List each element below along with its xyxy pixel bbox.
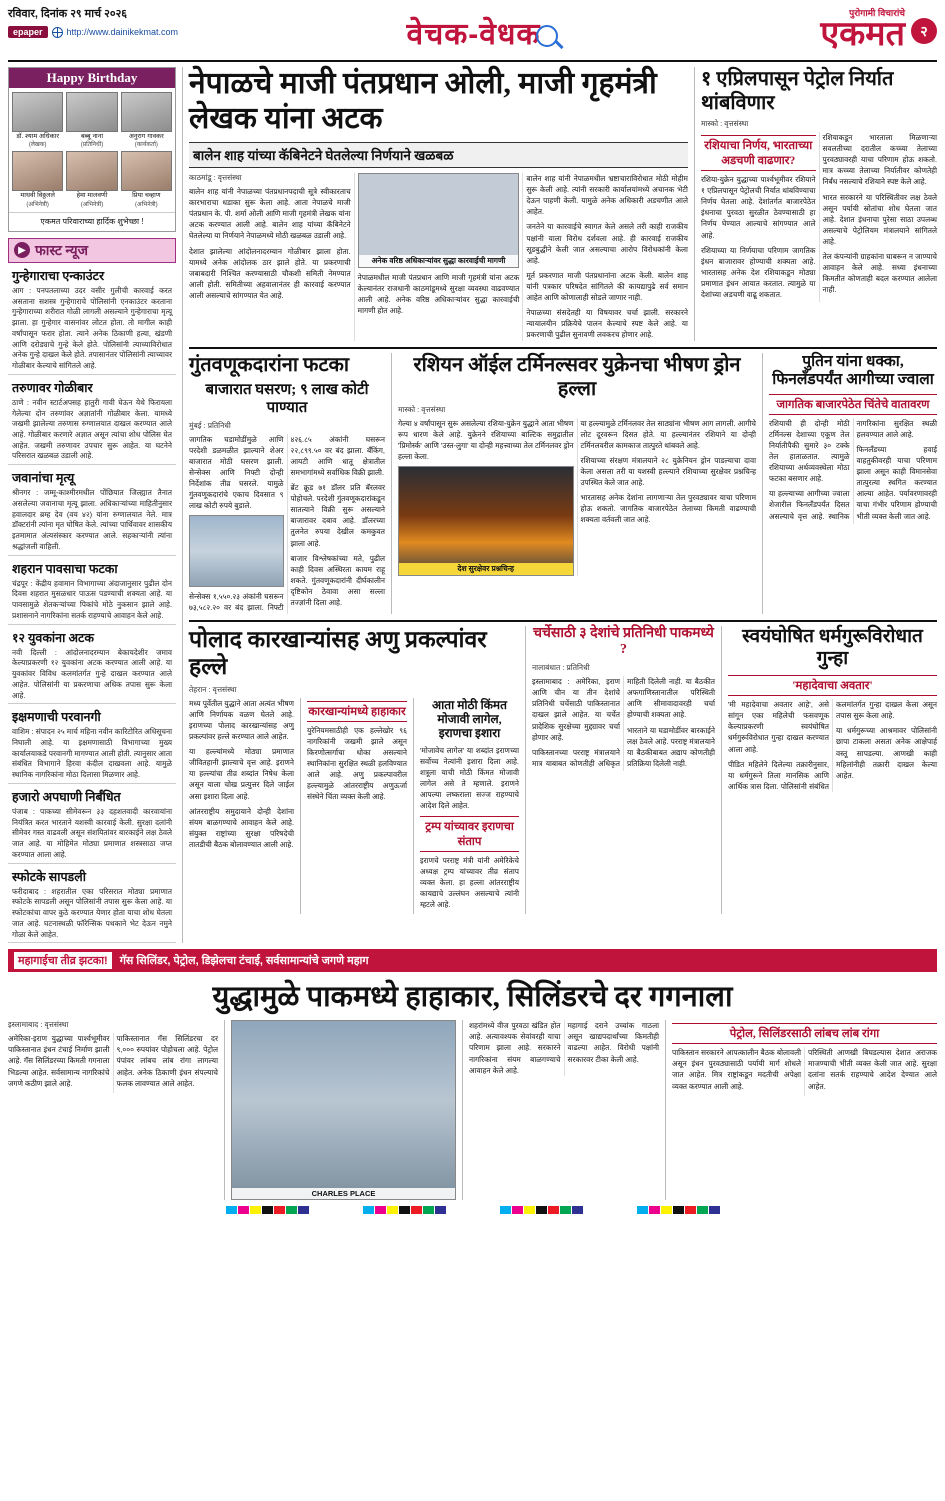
swatch-green bbox=[286, 1206, 297, 1214]
steel-col-main bbox=[189, 698, 294, 914]
three-paragraph: इस्लामाबाद : अमेरिका, इराण आणि चीन या तीन देशांचे प्रतिनिधी चर्चेसाठी पाकिस्तानात दाखल झाले आहेत. या चर्चेत प्रादेशिक सुरक्षेच्या मुद्द्यावर चर्चा होणार आहे. bbox=[532, 677, 620, 742]
swatch-black bbox=[536, 1206, 547, 1214]
swatch-cyan bbox=[637, 1206, 648, 1214]
birthday-person bbox=[121, 151, 172, 207]
russia-paragraph: रशियाच्या संरक्षण मंत्रालयाने २८ युक्रेनियन ड्रोन पाडल्याचा दावा केला असला तरी या यशस्वी हल्ल्याने रशियाच्या सुरक्षेवर प्रश्नचिन्ह उपस्थित केले जात आहे. bbox=[580, 455, 756, 488]
swatch-cyan bbox=[363, 1206, 374, 1214]
brand-tagline: पुरोगामी विचारांचे bbox=[849, 8, 905, 18]
steel-paragraph: मध्य पूर्वेतील युद्धाने आता अत्यंत भीषण आणि निर्णायक वळण घेतले आहे. इराणच्या पोलाद कारखान्यांसह अणु प्रकल्पांवर हल्ले करण्यात आले आहेत. bbox=[189, 698, 294, 742]
investors-byline: मुंबई : प्रतिनिधी bbox=[189, 420, 231, 430]
steel-box3-head: ट्रम्प यांच्यावर इराणचा संताप bbox=[420, 816, 519, 852]
chevron-right-icon: ▶ bbox=[14, 242, 30, 258]
avatar bbox=[121, 151, 172, 191]
avatar bbox=[66, 151, 117, 191]
color-group bbox=[226, 1206, 309, 1214]
investors-paragraph: सेन्सेक्स १,५५०.२३ अंकांनी घसरून ७३,५८२.२० वर बंद झाला. निफ्टी ४२६.८५ अंकांनी घसरून २२,८९९.५० वर बंद झाला. बँकिंग, आयटी आणि धातू क्षेत्रातील समभागांमध्ये सर्वाधिक विक्री झाली. bbox=[189, 434, 385, 613]
steel-box2-head: आता मोठी किंमत मोजावी लागेल, इराणचा इशारा bbox=[432, 697, 507, 741]
bottom-byline: इस्लामाबाद : वृत्तसंस्था bbox=[8, 1020, 69, 1030]
investors-subhead: बाजारात घसरण; ९ लाख कोटी पाण्यात bbox=[205, 381, 369, 416]
swatch-red bbox=[548, 1206, 559, 1214]
russia-photo-caption: देश सुरक्षेवर प्रश्नचिन्ह bbox=[399, 563, 573, 575]
petrol-story[interactable] bbox=[694, 67, 937, 341]
fastnews-text: पंजाब : पाकच्या सीमेवरून ३३ दहशतवादी कारवायांना नियंत्रित करत भारताने यशस्वी कारवाई केली. सुरक्षा दलांनी सीमेवर गस्त वाढवली असून संशयितांवर बारकाईने लक्ष ठेवले जात आहे. या मोहिमेत मोठ्या प्रमाणात शस्त्रसाठा जप्त करण्यात आला आहे. bbox=[12, 806, 172, 859]
steel-box2-text: 'मोजावेच लागेल' या शब्दांत इराणच्या सर्वोच्च नेत्यांनी इशारा दिला आहे. शत्रूला याची मोठी किंमत मोजावी लागेल असे ते म्हणाले. इराणने आपल्या लष्कराला सज्ज राहण्याचे आदेश दिले आहेत. bbox=[420, 745, 519, 811]
birthday-role: (अभिनेत्री) bbox=[26, 201, 49, 208]
russia-byline: मास्को : वृत्तसंस्था bbox=[398, 404, 446, 414]
swatch-red bbox=[274, 1206, 285, 1214]
swatch-blue bbox=[572, 1206, 583, 1214]
fastnews-heading: १२ युवकांना अटक bbox=[12, 630, 94, 645]
petrol-subhead: रशियाचा निर्णय, भारताच्या अडचणी वाढणार? bbox=[701, 135, 816, 171]
steel-box-2 bbox=[420, 698, 519, 914]
birthday-footer: एकमत परिवाराच्या हार्दिक शुभेच्छा ! bbox=[9, 212, 175, 231]
bottom-col-mid bbox=[469, 1020, 659, 1200]
lead-paragraph: नेपाळच्या संसदेतही या विषयावर चर्चा झाली. सरकारने न्यायालयीन प्रक्रियेचे पालन केल्याचे स्पष्ट केले आहे. या प्रकरणाची पुढील सुनावणी लवकरच होणार आहे. bbox=[526, 308, 688, 340]
swatch-blue bbox=[298, 1206, 309, 1214]
lead-photo bbox=[358, 173, 520, 268]
fastnews-heading: जवानांचा मृत्यू bbox=[12, 471, 75, 486]
petrol-paragraph: रशिया-युक्रेन युद्धाच्या पार्श्वभूमीवर रशियाने १ एप्रिलपासून पेट्रोलची निर्यात थांबविण्याचा निर्णय घेतला आहे. देशांतर्गत बाजारपेठेत इंधनाचा पुरवठा सुरळीत ठेवण्यासाठी हा निर्णय घेण्यात आल्याचे सांगण्यात आले आहे. bbox=[701, 175, 816, 240]
petrol-paragraph: रशियाकडून भारताला मिळणाऱ्या सवलतीच्या दरातील कच्च्या तेलाच्या पुरवठ्यावरही याचा परिणाम होऊ शकतो. मात्र कच्च्या तेलाच्या निर्यातीवर कोणतेही निर्बंध नसल्याचे रशियाने स्पष्ट केले आहे. bbox=[822, 133, 937, 187]
brand-logo: एकमत bbox=[820, 16, 905, 53]
steel-paragraph: आंतरराष्ट्रीय समुदायाने दोन्ही देशांना संयम बाळगण्याचे आवाहन केले आहे. संयुक्त राष्ट्रांच्या सुरक्षा परिषदेची तातडीची बैठक बोलावण्यात आली आहे. bbox=[189, 806, 294, 850]
guru-story[interactable] bbox=[728, 626, 937, 915]
swatch-blue bbox=[435, 1206, 446, 1214]
putin-paragraph: फिनलँडच्या हवाई वाहतुकीवरही याचा परिणाम झाला असून काही विमानसेवा तात्पुरत्या स्थगित करण्यात आल्या आहेत. पर्यावरणावरही याचा गंभीर परिणाम होण्याची भीती व्यक्त केली जात आहे. bbox=[856, 444, 937, 521]
birthday-person bbox=[12, 151, 63, 207]
swatch-magenta bbox=[375, 1206, 386, 1214]
lead-paragraph: नेपाळमधील माजी पंतप्रधान आणि माजी गृहमंत्री यांना अटक केल्यानंतर राजधानी काठमांडूमध्ये सुरक्षा व्यवस्था वाढवण्यात आली आहे. अनेक वरिष्ठ अधिकाऱ्यांवर सुद्धा कारवाईची मागणी होत आहे. bbox=[357, 273, 520, 316]
swatch-magenta bbox=[512, 1206, 523, 1214]
three-paragraph: भारताने या घडामोडींवर बारकाईने लक्ष ठेवले आहे. परराष्ट्र मंत्रालयाने या बैठकीबाबत अद्याप कोणतीही प्रतिक्रिया दिलेली नाही. bbox=[627, 725, 715, 768]
bottom-paragraph: पाकिस्तान सरकारने आपत्कालीन बैठक बोलावली असून इंधन पुरवठ्यासाठी पर्यायी मार्ग शोधले जात आहेत. मित्र राष्ट्रांकडून मदतीची अपेक्षा व्यक्त करण्यात आली आहे. bbox=[672, 1048, 801, 1091]
birthday-name: हेमा मालवणी bbox=[76, 192, 108, 200]
three-body bbox=[532, 676, 715, 771]
birthday-name: अनुराग गावकर bbox=[128, 133, 164, 140]
birthday-role: (प्रतिनिधी) bbox=[80, 142, 104, 149]
bottom-photo bbox=[231, 1020, 456, 1200]
swatch-blue bbox=[709, 1206, 720, 1214]
bottom-body-mid bbox=[469, 1020, 659, 1076]
russia-paragraph: भारतासह अनेक देशांना लागणाऱ्या तेल पुरवठ्यावर याचा परिणाम होऊ शकतो. जागतिक बाजारपेठेत तेलाच्या किमती वाढण्याची शक्यता वर्तवली जात आहे. bbox=[580, 493, 756, 525]
birthday-person bbox=[121, 92, 172, 148]
fastnews-heading: स्फोटके सापडली bbox=[12, 869, 86, 884]
column-divider bbox=[721, 626, 722, 915]
section-divider bbox=[189, 347, 937, 349]
fastnews-item[interactable] bbox=[8, 864, 176, 944]
fastnews-item[interactable] bbox=[8, 465, 176, 555]
lead-headline: नेपाळचे माजी पंतप्रधान ओली, माजी गृहमंत्री लेखक यांना अटक bbox=[189, 67, 657, 135]
column-divider bbox=[413, 698, 414, 914]
investors-headline: गुंतवणूकदारांना फटका bbox=[189, 353, 350, 376]
avatar bbox=[66, 92, 117, 132]
swatch-yellow bbox=[250, 1206, 261, 1214]
steel-story[interactable] bbox=[189, 626, 519, 915]
birthday-name: बब्बू नाना bbox=[80, 133, 104, 140]
third-band bbox=[189, 626, 937, 915]
bottom-body-right bbox=[672, 1047, 937, 1095]
issue-date: रविवार, दिनांक २९ मार्च २०२६ bbox=[8, 8, 128, 20]
bottom-headline: युद्धामुळे पाकमध्ये हाहाकार, सिलिंडरचे दर गगनाला bbox=[212, 981, 733, 1014]
investors-story[interactable] bbox=[189, 353, 385, 614]
steel-box-1 bbox=[307, 698, 407, 914]
bottom-paragraph: शहरांमध्ये वीज पुरवठा खंडित होत आहे. अत्यावश्यक सेवांवरही याचा परिणाम झाला आहे. सरकारने नागरिकांना संयम बाळगण्याचे आवाहन केले आहे. bbox=[469, 1021, 561, 1075]
column-divider bbox=[762, 353, 763, 614]
lead-story[interactable] bbox=[189, 67, 688, 341]
putin-story[interactable] bbox=[769, 353, 937, 614]
investors-paragraph: ब्रेंट क्रूड ७१ डॉलर प्रति बॅरलवर पोहोचले. परदेशी गुंतवणूकदारांकडून सातत्याने विक्री सुरू असल्याने बाजारावर दबाव आहे. डॉलरच्या तुलनेत रुपया देखील कमकुवत झाला आहे. bbox=[290, 482, 385, 548]
inflation-strip-text: गॅस सिलिंडर, पेट्रोल, डिझेलचा टंचाई, सर्वसामान्यांचे जगणे महाग bbox=[119, 955, 369, 968]
lead-paragraph: जनतेने या कारवाईचे स्वागत केले असले तरी काही राजकीय पक्षांनी याला विरोध दर्शवला आहे. ही कारवाई राजकीय सूडबुद्धीने केली जात असल्याचा आरोप विरोधकांनी केला आहे. bbox=[526, 222, 688, 265]
fastnews-text: आग : पनपतलाच्या उदर वसीर गुलीची कारवाई करत असताना सशस्त्र गुन्हेगाराचे पोलिसांनी एनकाउंटर करताना गुन्हेगाराच्या शरीरात गोळी लागली असल्याने गुन्हेगाराचा मृत्यू झाला. हा गुन्हेगार वासनांवर लोटत होता. तो मागील काही वर्षांपासून फरार होता. त्याने अनेक ठिकाणी हत्या, खंडणी आणि दरोड्याचे गुन्हे केले होते. पोलिसांनी त्याच्याविरोधात अनेक गुन्हे दाखल केले होते. तपासानंतर पोलिसांनी त्याच्यावर गोळीबार केल्याचे सांगितले आहे. bbox=[12, 285, 172, 371]
russia-headline: रशियन ऑईल टर्मिनल्सवर युक्रेनचा भीषण ड्रोन हल्ला bbox=[413, 353, 741, 400]
birthday-role: (अभिनेत्री) bbox=[80, 201, 104, 208]
swatch-black bbox=[673, 1206, 684, 1214]
fastnews-heading: इक्षमणाची परवानगी bbox=[12, 710, 101, 725]
birthday-role: (कार्यकर्ता) bbox=[134, 142, 158, 149]
birthday-role: (अभिनेत्री) bbox=[135, 201, 158, 208]
masthead bbox=[8, 6, 937, 62]
section-divider bbox=[189, 620, 937, 622]
lead-paragraph: बालेन शाह यांनी नेपाळमधील भ्रष्टाचाराविरोधात मोठी मोहीम सुरू केली आहे. त्यांनी सरकारी कार्यालयांमध्ये अचानक भेटी देऊन पाहणी केली. यामुळे अनेक अधिकारी अडचणीत आले आहेत. bbox=[526, 174, 688, 217]
masthead-right bbox=[707, 6, 937, 51]
avatar bbox=[12, 151, 63, 191]
birthday-person bbox=[66, 151, 117, 207]
petrol-headline: १ एप्रिलपासून पेट्रोल निर्यात थांबविणार bbox=[701, 68, 894, 114]
lead-subhead: बालेन शाह यांच्या कॅबिनेटने घेतलेल्या निर्णयाने खळबळ bbox=[189, 142, 688, 168]
fastnews-text: नवी दिल्ली : आंदोलनादरम्यान बेकायदेशीर जमाव केल्याप्रकरणी १२ युवकांना अटक करण्यात आली आहे. या युवकांवर विविध कलमांतर्गत गुन्हे दाखल करण्यात आले आहेत. पोलिसांनी या प्रकरणाचा अधिक तपास सुरू केला आहे. bbox=[12, 647, 172, 700]
guru-paragraph: पीडित महिलेने दिलेल्या तक्रारीनुसार, या धर्मगुरूने तिला मानसिक आणि आर्थिक त्रास दिला. पोलिसांनी संबंधित कलमांतर्गत गुन्हा दाखल केला असून तपास सुरू केला आहे. bbox=[728, 700, 937, 791]
middle-band bbox=[189, 353, 937, 614]
column-divider bbox=[300, 698, 301, 914]
russia-paragraph: या हल्ल्यामुळे टर्मिनलवर तेल साठ्यांना भीषण आग लागली. आगीचे लोट दूरवरून दिसत होते. या हल्ल्यानंतर रशियाने या दोन्ही टर्मिनलवरील कामकाज तात्पुरते थांबवले आहे. bbox=[580, 418, 756, 450]
epaper-url[interactable]: http://www.dainikekmat.com bbox=[66, 27, 179, 37]
inflation-strip-label: महागाईचा तीव्र झटका! bbox=[14, 952, 112, 969]
investors-paragraph: बाजार विश्लेषकांच्या मते, पुढील काही दिवस अस्थिरता कायम राहू शकते. गुंतवणूकदारांनी दीर्घकालीन दृष्टिकोन ठेवावा असा सल्ला तज्ज्ञांनी दिला आहे. bbox=[290, 553, 385, 608]
birthday-name: प्रिया चव्हाण bbox=[132, 192, 161, 200]
bottom-photo-caption: CHARLES PLACE bbox=[232, 1188, 455, 1199]
fastnews-heading: शहरान पावसाचा फटका bbox=[12, 561, 118, 576]
putin-headline: पुतिन यांना धक्का, फिनलँडपर्यंत आगीच्या ज्वाला bbox=[772, 352, 934, 389]
steel-box1-head: कारखान्यांमध्ये हाहाकार bbox=[307, 701, 407, 722]
russia-body bbox=[398, 418, 756, 576]
column-divider bbox=[525, 626, 526, 915]
fastnews-item[interactable] bbox=[8, 263, 176, 375]
happy-birthday-title: Happy Birthday bbox=[9, 68, 175, 88]
swatch-magenta bbox=[649, 1206, 660, 1214]
putin-body bbox=[769, 418, 937, 524]
putin-paragraph: या हल्ल्याच्या आगीच्या ज्वाला शेजारील फिनलँडपर्यंत दिसत असल्याचे वृत्त आहे. स्थानिक नागरिकांना सुरक्षित स्थळी हलवण्यात आले आहे. bbox=[769, 418, 937, 521]
fastnews-text: वाशिम : संपादन २५ मार्च महिना नवीन कारिटोरित अधिसूचना निघाली आहे. या इक्षमणासाठी विभागाच्या मुख्य कार्यालयाकडे परवानगी मागण्यात आली होती. त्यानुसार आता संबंधित विभागाने हिरवा कंदील दाखवला आहे. यामुळे स्थानिक नागरिकांना मोठा दिलासा मिळणार आहे. bbox=[12, 727, 172, 780]
lead-section bbox=[189, 67, 937, 341]
fastnews-heading: हजारो अपघाणी निर्बंधित bbox=[12, 789, 121, 804]
lead-paragraph: बालेन शाह यांनी नेपाळच्या पंतप्रधानपदाची सूत्रे स्वीकारताच कारभाराचा धडाका सुरू केला आहे. आता नेपाळचे माजी पंतप्रधान के. पी. शर्मा ओली आणि माजी गृहमंत्री लेखक यांना अटक करण्यात आली आहे. बालेन शाह यांच्या कॅबिनेटने घेतलेल्या या निर्णयाने नेपाळमध्ये मोठी खळबळ उडाली आहे. bbox=[189, 187, 351, 241]
fastnews-heading: तरुणावर गोळीबार bbox=[12, 380, 93, 395]
investors-paragraph: जागतिक घडामोडींमुळे आणि परदेशी डळमळीत झाल्याने शेअर बाजारात मोठी घसरण झाली. सेन्सेक्स आणि निफ्टी दोन्ही निर्देशांक तीव्र घसरले. यामुळे गुंतवणूकदारांचे एकाच दिवसात ९ लाख कोटी रुपये बुडाले. bbox=[189, 434, 284, 511]
swatch-yellow bbox=[661, 1206, 672, 1214]
bottom-box-head: पेट्रोल, सिलिंडरसाठी लांबच लांब रांगा bbox=[672, 1023, 937, 1044]
fastnews-item[interactable] bbox=[8, 784, 176, 864]
fastnews-title: फास्ट न्यूज bbox=[35, 243, 89, 259]
swatch-cyan bbox=[500, 1206, 511, 1214]
birthday-role: (लेखक) bbox=[28, 142, 47, 149]
birthday-person bbox=[12, 92, 63, 148]
fastnews-text: ठाणे : नवीन स्टार्टअपसह हातुरी गावी घेऊन येथे फिरायला गेलेल्या दोन तरुणांवर अज्ञातांनी गोळीबार केला. यामध्ये जखमी झालेल्या तरुणास रुग्णालयात दाखल करण्यात आले आहे. गोळीबार करणारे अज्ञात असून त्यांचा शोध पोलिस घेत आहेत. जखमी तरुणावर उपचार सुरू आहेत. या घटनेने परिसरात खळबळ उडाली आहे. bbox=[12, 397, 172, 461]
fastnews-item[interactable] bbox=[8, 375, 176, 465]
petrol-byline: मास्को : वृत्तसंस्था bbox=[701, 119, 749, 128]
guru-box-head: 'महादेवाचा अवतार' bbox=[728, 675, 937, 696]
birthday-person bbox=[66, 92, 117, 148]
page-number: २ bbox=[911, 18, 937, 44]
main-content bbox=[189, 67, 937, 943]
three-byline: नालाबंधात : प्रतिनिधी bbox=[532, 663, 590, 673]
bottom-story[interactable] bbox=[8, 1020, 937, 1200]
lead-photo-caption: अनेक वरिष्ठ अधिकाऱ्यांवर सुद्धा कारवाईची मागणी bbox=[359, 255, 519, 267]
lead-byline: काठमांडू : वृत्तसंस्था bbox=[189, 173, 242, 182]
inflation-strip bbox=[8, 949, 937, 972]
three-headline: चर्चेसाठी ३ देशांचे प्रतिनिधी पाकमध्ये ? bbox=[533, 625, 714, 658]
swatch-red bbox=[685, 1206, 696, 1214]
avatar bbox=[121, 92, 172, 132]
fastnews-text: फरीदाबाद : शहरातील एका परिसरात मोठ्या प्रमाणात स्फोटके सापडली असून पोलिसांनी तपास सुरू केला आहे. या स्फोटकांचा वापर कुठे करण्यात येणार होता याचा शोध घेतला जात आहे. घटनास्थळी फॉरेन्सिक पथकाने भेट देऊन नमुने गोळा केले आहेत. bbox=[12, 886, 172, 939]
guru-paragraph: 'मी महादेवाचा अवतार आहे', असे सांगून एका महिलेची फसवणूक केल्याप्रकरणी स्वयंघोषित धर्मगुरूविरोधात गुन्हा दाखल करण्यात आला आहे. bbox=[728, 700, 829, 754]
guru-headline: स्वयंघोषित धर्मगुरूविरोधात गुन्हा bbox=[742, 625, 923, 670]
fastnews-item[interactable] bbox=[8, 556, 176, 625]
russia-photo bbox=[398, 466, 574, 576]
epaper-link[interactable] bbox=[8, 26, 258, 38]
swatch-magenta bbox=[238, 1206, 249, 1214]
swatch-yellow bbox=[524, 1206, 535, 1214]
column-divider bbox=[182, 67, 183, 943]
lead-body bbox=[189, 173, 688, 341]
guru-paragraph: या धर्मगुरूच्या आश्रमावर पोलिसांनी छापा टाकला असता अनेक आक्षेपार्ह वस्तू सापडल्या. आणखी काही महिलांनीही तक्रारी दाखल केल्या आहेत. bbox=[836, 726, 937, 780]
swatch-yellow bbox=[387, 1206, 398, 1214]
bottom-paragraph: परिस्थिती आणखी बिघडल्यास देशात अराजक माजण्याची भीती व्यक्त केली जात आहे. सुरक्षा दलांना सतर्क राहण्याचे आदेश देण्यात आले आहेत. bbox=[808, 1048, 937, 1091]
lead-paragraph: देशात झालेल्या आंदोलनादरम्यान गोळीबार झाला होता. यामध्ये अनेक आंदोलक ठार झाले होते. या प्रकरणाची जबाबदारी निश्चित करण्यासाठी चौकशी समिती नेमण्यात आली होती. समितीच्या अहवालानंतर ही कारवाई करण्यात आली असल्याचे सांगण्यात येत आहे. bbox=[189, 246, 351, 300]
section-title-vechak: वेचक bbox=[406, 18, 469, 51]
magnifier-icon bbox=[536, 25, 558, 47]
color-group bbox=[637, 1206, 720, 1214]
petrol-body bbox=[701, 132, 937, 302]
happy-birthday-panel bbox=[8, 67, 176, 232]
birthday-name: डॉ. श्याम अधिकार bbox=[16, 133, 59, 140]
swatch-cyan bbox=[226, 1206, 237, 1214]
swatch-red bbox=[411, 1206, 422, 1214]
fastnews-text: चंद्रपूर : केंद्रीय हवामान विभागाच्या अंदाजानुसार पुढील दोन दिवस शहरात मुसळधार पाऊस पडण्याची शक्यता आहे. या पावसामुळे शेतकऱ्यांच्या पिकांचे मोठे नुकसान झाले आहे. प्रशासनाने नागरिकांना सतर्क राहण्याचे आवाहन केले आहे. bbox=[12, 578, 172, 620]
swatch-green bbox=[560, 1206, 571, 1214]
three-paragraph: पाकिस्तानच्या परराष्ट्र मंत्रालयाने मात्र याबाबत कोणतीही अधिकृत माहिती दिलेली नाही. या बैठकीत अफगाणिस्तानातील परिस्थिती आणि सीमावादावरही चर्चा होण्याची शक्यता आहे. bbox=[532, 677, 715, 768]
fastnews-item[interactable] bbox=[8, 704, 176, 784]
swatch-black bbox=[399, 1206, 410, 1214]
color-group bbox=[500, 1206, 583, 1214]
masthead-left bbox=[8, 6, 258, 38]
swatch-green bbox=[423, 1206, 434, 1214]
fastnews-text: श्रीनगर : जम्मू-काश्मीरमधील पोंछियात जिल्ह्यात तैनात असलेल्या जवानाचा मृत्यू झाला. अधिकाऱ्यांच्या माहितीनुसार हवालदार ब्रम्ह देव (वय ४२) यांना रुग्णालयात नेले. मात्र डॉक्टरांनी त्यांना मृत घोषित केले. त्यांच्या पार्थिवावर शासकीय इतमामात अंत्यसंस्कार करण्यात आले. सहकाऱ्यांनी त्यांना श्रद्धांजली वाहिली. bbox=[12, 488, 172, 551]
section-title-vedhak: -वेधक bbox=[468, 18, 541, 51]
steel-headline: पोलाद कारखान्यांसह अणु प्रकल्पांवर हल्ले bbox=[189, 626, 487, 680]
fastnews-item[interactable] bbox=[8, 625, 176, 705]
putin-box-head: जागतिक बाजारपेठेत चिंतेचे वातावरण bbox=[769, 394, 937, 415]
investors-photo bbox=[189, 515, 284, 587]
russia-story[interactable] bbox=[398, 353, 756, 614]
lead-paragraph: मूर्त प्रकरणात माजी पंतप्रधानांना अटक केली. बालेन शाह यांनी पत्रकार परिषदेत सांगितले की कायद्यापुढे सर्व समान आहेत आणि कोणालाही सोडले जाणार नाही. bbox=[526, 270, 688, 303]
bottom-paragraph: पाकिस्तानात गॅस सिलिंडरचा दर ९,००० रुपयांवर पोहोचला आहे. पेट्रोल पंपांवर लांबच लांब रांगा लागल्या आहेत. अनेक ठिकाणी इंधन संपल्याचे फलक लावण्यात आले आहेत. bbox=[116, 1034, 218, 1088]
bottom-col-left bbox=[8, 1020, 218, 1200]
investors-body bbox=[189, 434, 385, 614]
bottom-paragraph: महागाई दराने उच्चांक गाठला असून खाद्यपदार्थांच्या किमतीही वाढल्या आहेत. विरोधी पक्षांनी सरकारवर टीका केली आहे. bbox=[567, 1021, 659, 1064]
petrol-paragraph: रशियाच्या या निर्णयाचा परिणाम जागतिक इंधन बाजारावर होण्याची शक्यता आहे. भारतासह अनेक देश रशियाकडून मोठ्या प्रमाणात इंधन आयात करतात. त्यामुळे या देशांच्या अडचणी वाढू शकतात. bbox=[701, 245, 816, 300]
bottom-photo-wrap bbox=[231, 1020, 456, 1200]
column-divider bbox=[224, 1020, 225, 1200]
color-registration-bar bbox=[8, 1206, 937, 1214]
steel-box1-text: युरेनियमसाठीही एक हल्लेखोर ९६ नागरिकांनी जखमी झाले असून किरणोत्सर्गाचा धोका असल्याने स्थानिकांना सुरक्षित स्थळी हलविण्यात आले आहे. अणु प्रकल्पावरील हल्ल्यामुळे आंतरराष्ट्रीय अणुऊर्जा संस्थेने चिंता व्यक्त केली आहे. bbox=[307, 725, 407, 802]
fastnews-heading: गुन्हेगाराचा एन्काउंटर bbox=[12, 268, 105, 283]
fastnews-header bbox=[8, 238, 176, 263]
column-divider bbox=[665, 1020, 666, 1200]
swatch-black bbox=[262, 1206, 273, 1214]
steel-box3-text: इराणचे परराष्ट्र मंत्री यांनी अमेरिकेचे अध्यक्ष ट्रम्प यांच्यावर तीव्र संताप व्यक्त केला. हा हल्ला आंतरराष्ट्रीय कायद्याचे उल्लंघन असल्याचे त्यांनी म्हटले आहे. bbox=[420, 855, 519, 909]
putin-paragraph: रशियाची ही दोन्ही मोठी टर्मिनल्स देशाच्या एकूण तेल निर्यातीपैकी सुमारे ३० टक्के तेल हाताळतात. त्यामुळे रशियाच्या अर्थव्यवस्थेला मोठा फटका बसणार आहे. bbox=[769, 418, 850, 484]
color-group bbox=[363, 1206, 446, 1214]
swatch-green bbox=[697, 1206, 708, 1214]
three-countries-story[interactable] bbox=[532, 626, 715, 915]
birthday-name: माधवी विठ्ठलले bbox=[20, 192, 55, 200]
column-divider bbox=[391, 353, 392, 614]
epaper-badge: epaper bbox=[8, 26, 48, 38]
globe-icon bbox=[52, 27, 63, 38]
petrol-paragraph: तेल कंपन्यांनी ग्राहकांना घाबरून न जाण्याचे आवाहन केले आहे. सध्या इंधनाच्या किमतीत कोणताही बदल करण्यात आलेला नाही. bbox=[822, 252, 937, 295]
bottom-col-right bbox=[672, 1020, 937, 1200]
steel-byline: तेहरान : वृत्तसंस्था bbox=[189, 684, 237, 694]
bottom-paragraph: अमेरिका-इराण युद्धाच्या पार्श्वभूमीवर पाकिस्तानात इंधन टंचाई निर्माण झाली आहे. गॅस सिलिंडरच्या किमती गगनाला भिडल्या आहेत. सर्वसामान्य नागरिकांचे जगणे कठीण झाले आहे. bbox=[8, 1034, 110, 1088]
column-divider bbox=[462, 1020, 463, 1200]
petrol-paragraph: भारत सरकारने या परिस्थितीवर लक्ष ठेवले असून पर्यायी स्रोतांचा शोध घेतला जात आहे. देशात इंधनाचा पुरेसा साठा उपलब्ध असल्याचे पेट्रोलियम मंत्रालयाने सांगितले आहे. bbox=[822, 192, 937, 246]
avatar bbox=[12, 92, 63, 132]
left-rail bbox=[8, 67, 176, 943]
steel-paragraph: या हल्ल्यांमध्ये मोठ्या प्रमाणात जीवितहानी झाल्याचे वृत्त आहे. इराणने या हल्ल्यांचा तीव्र शब्दांत निषेध केला असून याला चोख प्रत्युत्तर दिले जाईल असा इशारा दिला आहे. bbox=[189, 747, 294, 801]
guru-body bbox=[728, 699, 937, 792]
russia-paragraph: गेल्या ४ वर्षांपासून सुरू असलेल्या रशिया-युक्रेन युद्धाने आता भीषण रूप धारण केले आहे. युक्रेनने रशियाच्या बाल्टिक समुद्रातील 'प्रिमोर्स्क' आणि 'उस्त-लुगा' या दोन्ही महत्त्वाच्या तेल टर्मिनलवर ड्रोन हल्ला केला. bbox=[398, 418, 574, 461]
section-title bbox=[258, 12, 707, 53]
bottom-body-left bbox=[8, 1033, 218, 1093]
